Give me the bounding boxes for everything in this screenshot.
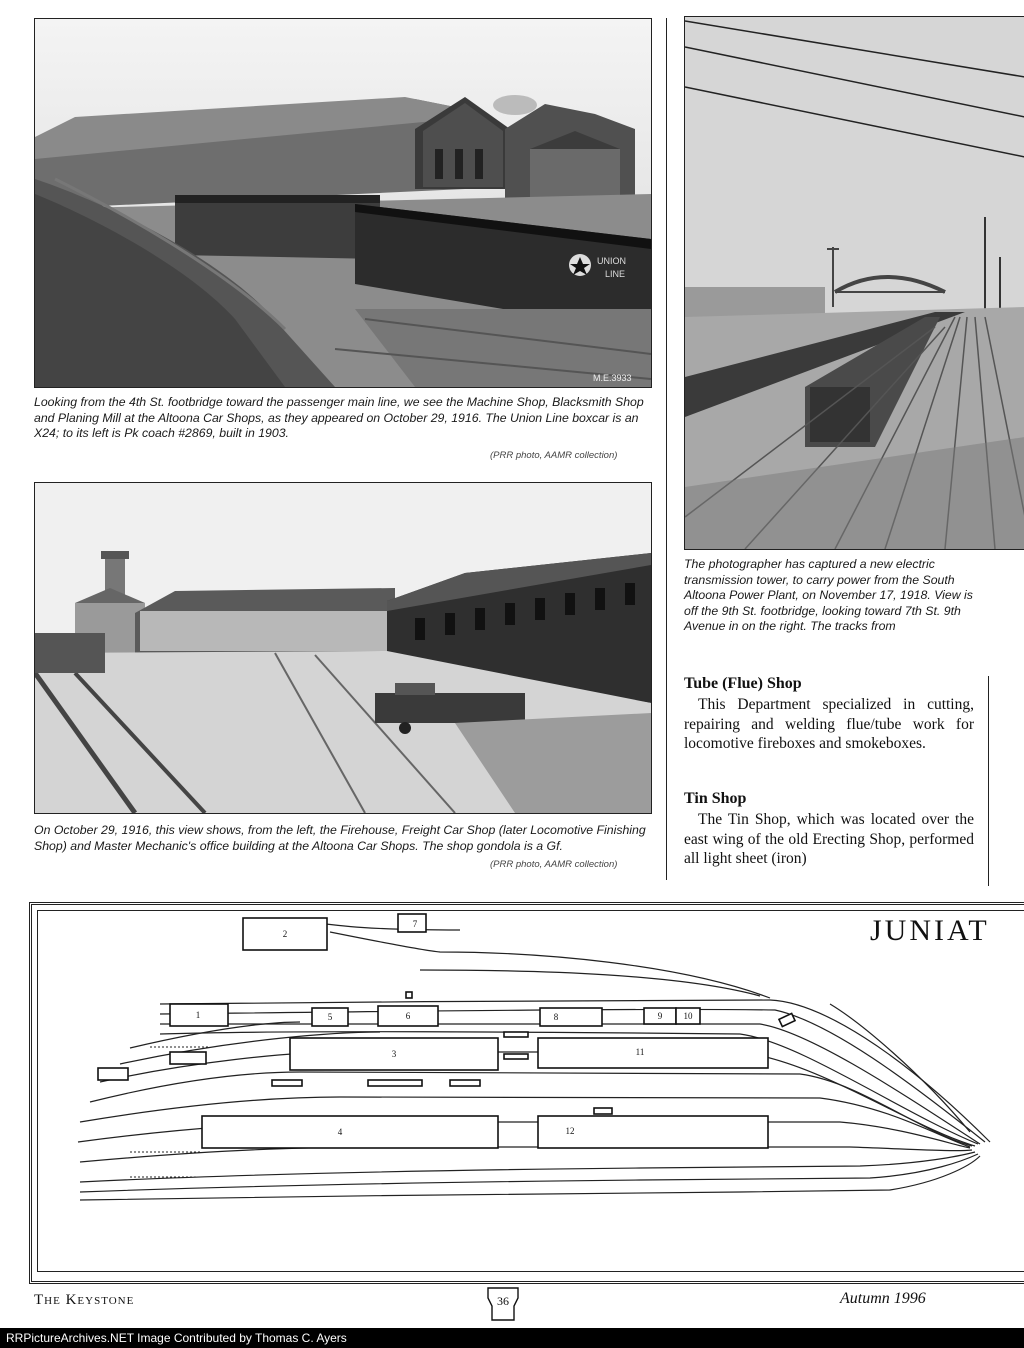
photo-transmission-tower [684,16,1024,550]
map-title: JUNIAT [870,914,990,947]
building-label-2: 2 [282,929,288,939]
building-label-11: 11 [635,1047,645,1057]
plate-mark: M.E.3933 [593,373,632,383]
photo-freight-car-shop [34,482,652,814]
building-4 [202,1116,498,1148]
photo1-credit: (PRR photo, AAMR collection) [490,450,618,461]
svg-text:LINE: LINE [605,269,626,279]
building-label-1: 1 [195,1010,201,1020]
building-label-3: 3 [391,1049,397,1059]
building-8 [540,1008,602,1026]
building-label-4: 4 [337,1127,343,1137]
section-body-tin-shop: The Tin Shop, which was located over the east wing of the old Erecting Shop, performed all light sheet (iron) [684,811,974,867]
section-heading-tube-shop: Tube (Flue) Shop [684,675,802,692]
building-label-5: 5 [327,1012,333,1022]
building-11 [538,1038,768,1068]
page-number: 36 [497,1294,509,1308]
publication-name: The Keystone [34,1292,135,1308]
building-label-8: 8 [553,1012,559,1022]
page-number-keystone [484,1286,522,1324]
building-label-9: 9 [657,1011,663,1021]
track-diagram [40,912,1024,1268]
text-column-right-rule [988,676,989,886]
photo3-caption: The photographer has captured a new electric transmission tower, to carry power from the South Altoona Power Plant, on November 17, 1918. View is off the 9th St. footbridge, looking toward 7th St. 9th Avenue in on the right. The tracks from [684,557,973,633]
building-label-6: 6 [405,1011,411,1021]
photo1-caption: Looking from the 4th St. footbridge toward the passenger main line, we see the Machine Shop, Blacksmith Shop and Planing Mill at the Altoona Car Shops, as they appeared on October 29, 1916. The Union Line boxcar is an X24; to its left is Pk coach #2869, built in 1903. [34,395,644,440]
building-label-10: 10 [683,1011,693,1021]
photo-machine-shop [34,18,652,388]
column-rule [666,18,667,880]
photo2-caption: On October 29, 1916, this view shows, from the left, the Firehouse, Freight Car Shop (later Locomotive Finishing Shop) and Master Mechanic's office building at the Altoona Car Shops. The shop gondola is a Gf. [34,823,646,853]
issue-date: Autumn 1996 [840,1290,926,1307]
building-label-7: 7 [412,919,418,929]
section-heading-tin-shop: Tin Shop [684,790,747,807]
building-label-12: 12 [565,1126,575,1136]
section-body-tube-shop: This Department specialized in cutting, repairing and welding flue/tube work for locomotive fireboxes and smokeboxes. [684,696,974,752]
photo2-credit: (PRR photo, AAMR collection) [490,859,618,870]
svg-text:UNION: UNION [597,256,626,266]
archive-watermark: RRPictureArchives.NET Image Contributed by Thomas C. Ayers [0,1328,1024,1348]
